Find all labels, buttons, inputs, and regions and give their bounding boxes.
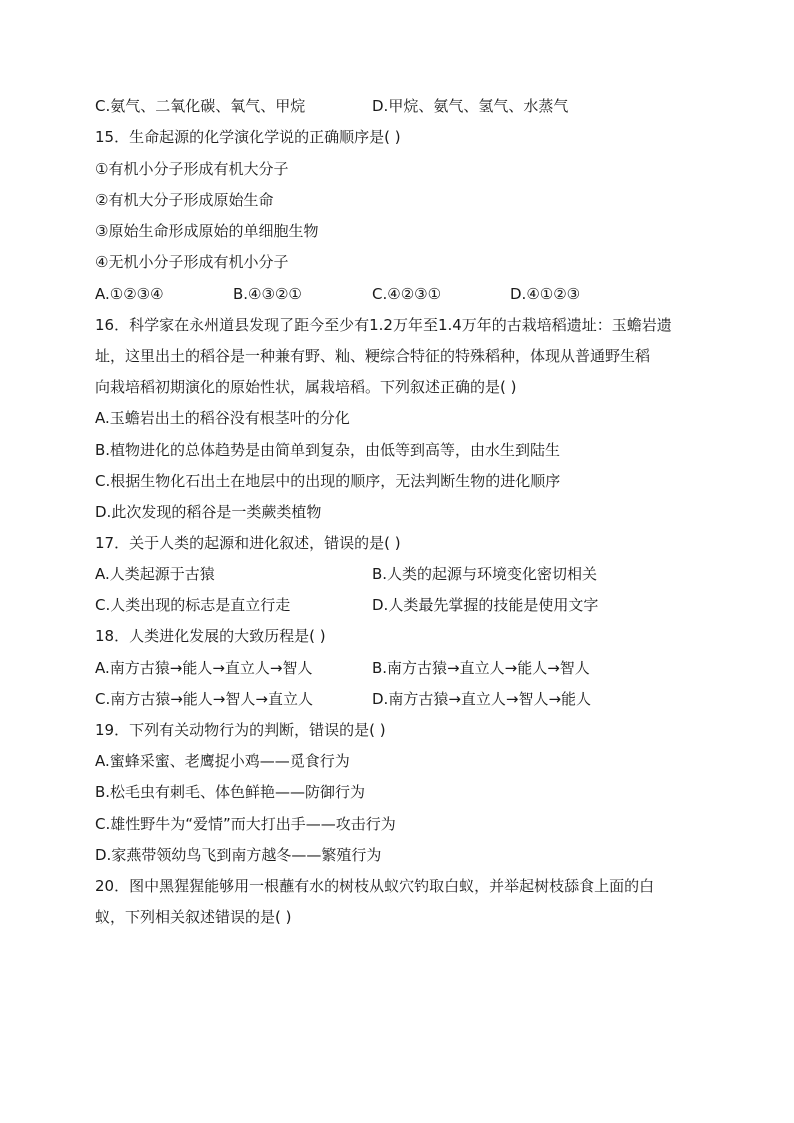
q15-item-2: ②有机大分子形成原始生命 [95, 191, 274, 209]
q19-option-a: A.蜜蜂采蜜、老鹰捉小鸡——觅食行为 [95, 752, 350, 770]
q14-option-c: C.氨气、二氧化碳、氧气、甲烷 [95, 97, 306, 115]
q17-option-b: B.人类的起源与环境变化密切相关 [372, 565, 598, 583]
q15-stem: 15．生命起源的化学演化学说的正确顺序是( ) [95, 128, 401, 146]
q16-option-a: A.玉蟾岩出土的稻谷没有根茎叶的分化 [95, 409, 350, 427]
q17-option-a: A.人类起源于古猿 [95, 565, 215, 583]
q19-option-c: C.雄性野牛为“爱情”而大打出手——攻击行为 [95, 815, 396, 833]
q17-option-c: C.人类出现的标志是直立行走 [95, 596, 291, 614]
q17-stem: 17．关于人类的起源和进化叙述，错误的是( ) [95, 534, 401, 552]
q16-stem-line-3: 向栽培稻初期演化的原始性状，属栽培稻。下列叙述正确的是( ) [95, 378, 517, 396]
q19-option-d: D.家燕带领幼鸟飞到南方越冬——繁殖行为 [95, 846, 382, 864]
q19-option-b: B.松毛虫有刺毛、体色鲜艳——防御行为 [95, 783, 366, 801]
q16-option-d: D.此次发现的稻谷是一类蕨类植物 [95, 503, 322, 521]
q16-option-c: C.根据生物化石出土在地层中的出现的顺序，无法判断生物的进化顺序 [95, 472, 561, 490]
q15-option-b: B.④③②① [233, 285, 302, 303]
q18-option-d: D.南方古猿→直立人→智人→能人 [372, 690, 592, 708]
q20-stem-line-2: 蚁，下列相关叙述错误的是( ) [95, 908, 292, 926]
q19-stem: 19．下列有关动物行为的判断，错误的是( ) [95, 721, 386, 739]
q18-option-a: A.南方古猿→能人→直立人→智人 [95, 659, 313, 677]
q18-option-b: B.南方古猿→直立人→能人→智人 [372, 659, 590, 677]
q15-item-1: ①有机小分子形成有机大分子 [95, 160, 289, 178]
q18-stem: 18．人类进化发展的大致历程是( ) [95, 627, 326, 645]
q15-option-a: A.①②③④ [95, 285, 164, 303]
q15-item-4: ④无机小分子形成有机小分子 [95, 253, 289, 271]
q16-stem-line-1: 16．科学家在永州道县发现了距今至少有1.2万年至1.4万年的古栽培稻遗址：玉蟾岩遗 [95, 316, 672, 334]
q14-option-d: D.甲烷、氨气、氢气、水蒸气 [372, 97, 569, 115]
q17-option-d: D.人类最先掌握的技能是使用文字 [372, 596, 599, 614]
q15-option-d: D.④①②③ [510, 285, 581, 303]
q15-option-c: C.④②③① [372, 285, 442, 303]
q16-option-b: B.植物进化的总体趋势是由简单到复杂，由低等到高等，由水生到陆生 [95, 441, 561, 459]
q18-option-c: C.南方古猿→能人→智人→直立人 [95, 690, 313, 708]
q16-stem-line-2: 址，这里出土的稻谷是一种兼有野、籼、粳综合特征的特殊稻种，体现从普通野生稻 [95, 347, 651, 365]
q20-stem-line-1: 20．图中黑猩猩能够用一根蘸有水的树枝从蚁穴钓取白蚁，并举起树枝舔食上面的白 [95, 877, 655, 895]
q15-item-3: ③原始生命形成原始的单细胞生物 [95, 222, 319, 240]
